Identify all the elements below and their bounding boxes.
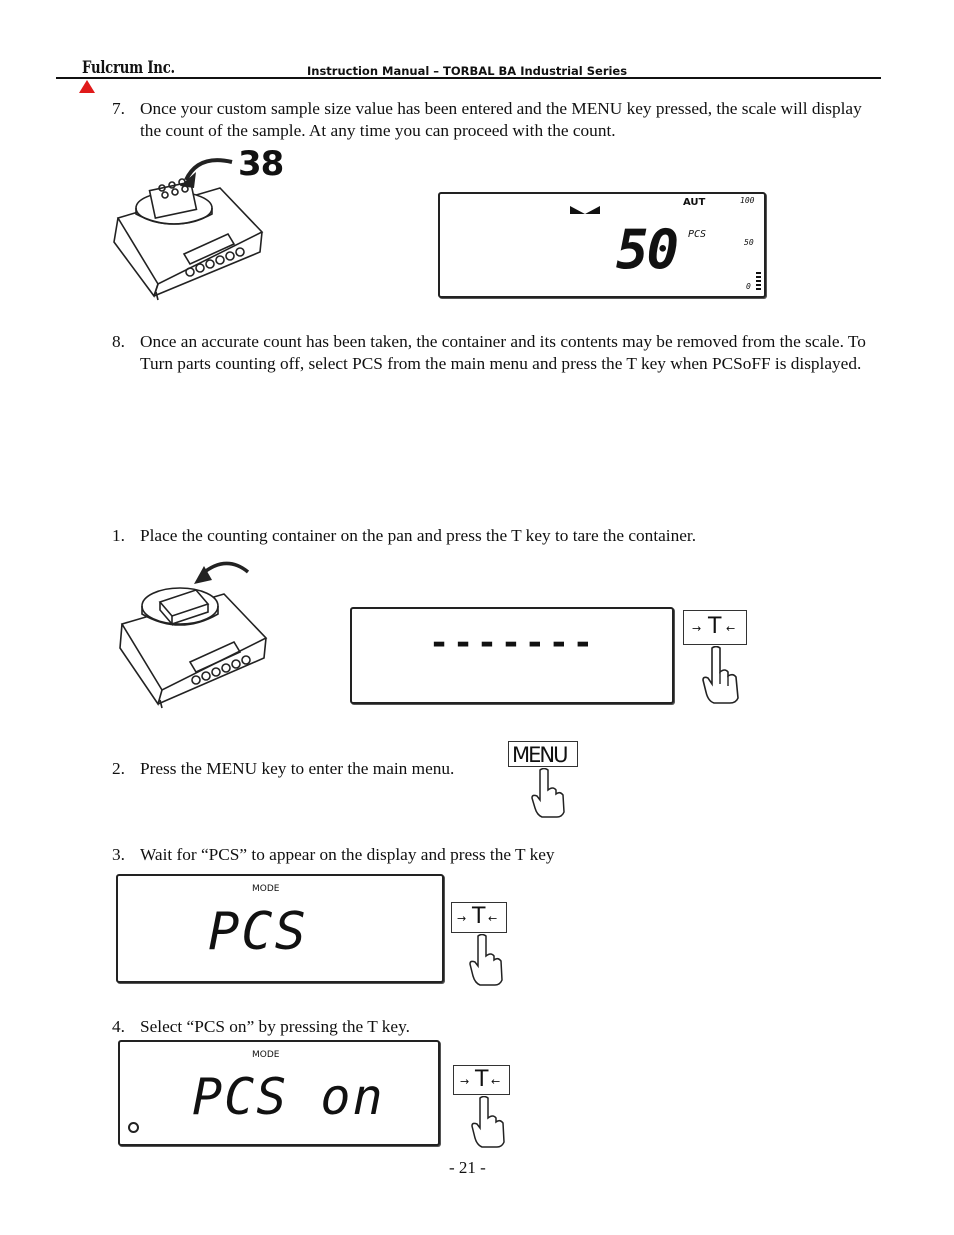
step-text: Press the MENU key to enter the main menu. <box>140 759 455 778</box>
t-key-label: T <box>472 904 486 929</box>
indicator-dot-icon <box>128 1122 139 1133</box>
step-number: 3. <box>112 845 125 864</box>
mode-label: MODE <box>252 884 280 894</box>
arrow-left-icon: ← <box>488 912 498 925</box>
menu-key-label: MENU <box>512 743 567 767</box>
step-number: 1. <box>112 526 125 545</box>
pcs-unit: PCS <box>688 229 707 240</box>
step-number: 7. <box>112 99 125 118</box>
bar-label-50: 50 <box>744 238 754 247</box>
arrow-right-icon: → <box>692 622 702 635</box>
manual-title: Instruction Manual – TORBAL BA Industrial Series <box>307 64 628 78</box>
pressing-finger-icon <box>530 768 566 818</box>
scale-display-pcs-on <box>118 1040 440 1146</box>
header-rule <box>56 77 881 79</box>
warning-triangle-icon <box>79 80 95 93</box>
arrow-left-icon: ← <box>726 622 736 635</box>
bargraph-icon <box>756 272 762 292</box>
scale-display-tare <box>350 607 674 704</box>
arrow-right-icon: → <box>460 1075 470 1088</box>
step-number: 4. <box>112 1017 125 1036</box>
stable-indicator-icon <box>568 202 602 216</box>
step-number: 2. <box>112 759 125 778</box>
t-key-label: T <box>708 614 722 639</box>
tare-dashes: - - - - - - - <box>432 623 589 663</box>
page-number: - 21 - <box>449 1158 486 1177</box>
scale-with-container-illustration <box>116 556 280 716</box>
company-logo: Fulcrum Inc. <box>82 58 175 78</box>
pressing-finger-icon <box>700 646 740 704</box>
scale-display-pcs <box>116 874 444 983</box>
t-key-button[interactable] <box>453 1065 510 1095</box>
count-value: 50 <box>616 218 678 281</box>
bar-label-100: 100 <box>740 196 755 205</box>
pcs-on-display-text: PCS on <box>192 1068 385 1126</box>
step-text: Wait for “PCS” to appear on the display and press the T key <box>140 845 555 864</box>
sample-count-label: 38 <box>238 144 284 184</box>
arrow-right-icon: → <box>457 912 467 925</box>
pressing-finger-icon <box>470 1096 506 1148</box>
step-number: 8. <box>112 332 125 351</box>
step-text: Select “PCS on” by pressing the T key. <box>140 1017 410 1036</box>
t-key-label: T <box>475 1067 489 1092</box>
scale-display-count <box>438 192 766 298</box>
menu-key-button[interactable] <box>508 741 578 767</box>
mode-label: MODE <box>252 1050 280 1060</box>
step-text: Once your custom sample size value has been entered and the MENU key pressed, the scale will display the count of the sample. At any time you can proceed with the count. <box>140 99 862 140</box>
t-key-button[interactable] <box>451 902 507 933</box>
bar-label-0: 0 <box>746 282 751 291</box>
pressing-finger-icon <box>468 934 504 986</box>
step-text: Once an accurate count has been taken, the container and its contents may be removed from the scale. To Turn parts counting off, select PCS from the main menu and press the T key when PCSoFF is displayed. <box>140 332 866 373</box>
arrow-left-icon: ← <box>491 1075 501 1088</box>
pcs-display-text: PCS <box>208 902 308 962</box>
step-text: Place the counting container on the pan and press the T key to tare the container. <box>140 526 697 545</box>
auto-indicator: AUT <box>683 197 706 208</box>
t-key-button[interactable] <box>683 610 747 645</box>
